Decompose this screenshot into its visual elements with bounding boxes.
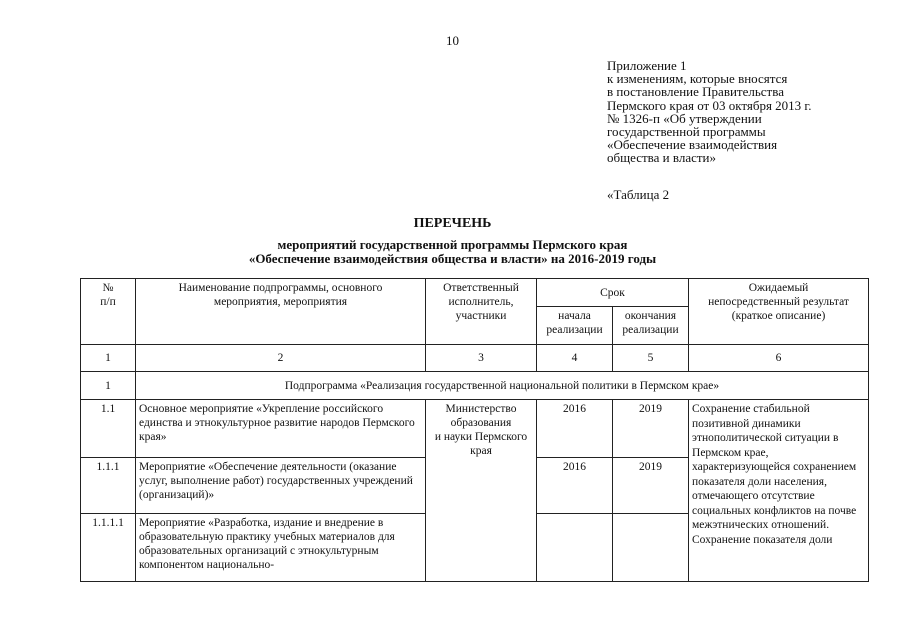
- header-term: Срок: [537, 279, 689, 307]
- column-number: 5: [613, 345, 689, 372]
- column-number-row: [81, 345, 869, 372]
- row-num: 1.1.1: [81, 458, 136, 514]
- appendix-line: № 1326-п «Об утверждении: [607, 110, 762, 126]
- subtitle-line: «Обеспечение взаимодействия общества и власти» на 2016-2019 годы: [248, 251, 657, 266]
- row-end: [613, 514, 689, 582]
- header-start: начала реализации: [537, 307, 613, 345]
- table-reference: «Таблица 2: [607, 187, 670, 202]
- appendix-line: «Обеспечение взаимодействия: [607, 137, 778, 153]
- subprogram-num: 1: [81, 372, 136, 400]
- header-executor: Ответственный исполнитель, участники: [426, 279, 537, 345]
- row-executor: Министерство образования и науки Пермского края: [426, 400, 537, 582]
- appendix-line: в постановление Правительства: [607, 84, 784, 100]
- header-name: Наименование подпрограммы, основного мероприятия, мероприятия: [136, 279, 426, 345]
- row-start: [537, 514, 613, 582]
- row-name: Основное мероприятие «Укрепление российского единства и этнокультурное развитие народов Пермского края»: [136, 400, 426, 458]
- activities-table: [80, 278, 869, 582]
- appendix-line: Пермского края от 03 октября 2013 г.: [607, 97, 812, 113]
- table-row: [81, 400, 869, 458]
- subprogram-title: Подпрограмма «Реализация государственной национальной политики в Пермском крае»: [136, 372, 869, 400]
- row-name: Мероприятие «Обеспечение деятельности (оказание услуг, выполнение работ) государственных учреждений (организаций)»: [136, 458, 426, 514]
- row-start: 2016: [537, 400, 613, 458]
- appendix-block: [607, 59, 897, 165]
- appendix-line: общества и власти»: [607, 150, 716, 166]
- header-end: окончания реализации: [613, 307, 689, 345]
- appendix-line: к изменениям, которые вносятся: [607, 71, 788, 87]
- appendix-line: Приложение 1: [607, 58, 687, 73]
- document-subtitle: [0, 238, 905, 266]
- page-number: 10: [446, 33, 459, 48]
- row-name: Мероприятие «Разработка, издание и внедрение в образовательную практику учебных материалов для образовательных организаций с этнокультурным компонентом национально-: [136, 514, 426, 582]
- document-title: ПЕРЕЧЕНЬ: [413, 216, 492, 231]
- row-result: Сохранение стабильной позитивной динамики этнополитической ситуации в Пермском крае, характеризующейся сохранением показателя доли населения, отмечающего отсутствие социальных конфликтов на почве межэтнических отношений. Сохранение показателя доли: [689, 400, 869, 582]
- column-number: 6: [689, 345, 869, 372]
- header-result: Ожидаемый непосредственный результат (краткое описание): [689, 279, 869, 345]
- header-num: № п/п: [81, 279, 136, 345]
- row-start: 2016: [537, 458, 613, 514]
- row-end: 2019: [613, 400, 689, 458]
- subprogram-row: [81, 372, 869, 400]
- appendix-line: государственной программы: [607, 124, 766, 140]
- column-number: 2: [136, 345, 426, 372]
- column-number: 3: [426, 345, 537, 372]
- column-number: 4: [537, 345, 613, 372]
- header-row: [81, 279, 869, 307]
- subtitle-line: мероприятий государственной программы Пермского края: [277, 237, 628, 252]
- row-num: 1.1.1.1: [81, 514, 136, 582]
- row-num: 1.1: [81, 400, 136, 458]
- row-end: 2019: [613, 458, 689, 514]
- column-number: 1: [81, 345, 136, 372]
